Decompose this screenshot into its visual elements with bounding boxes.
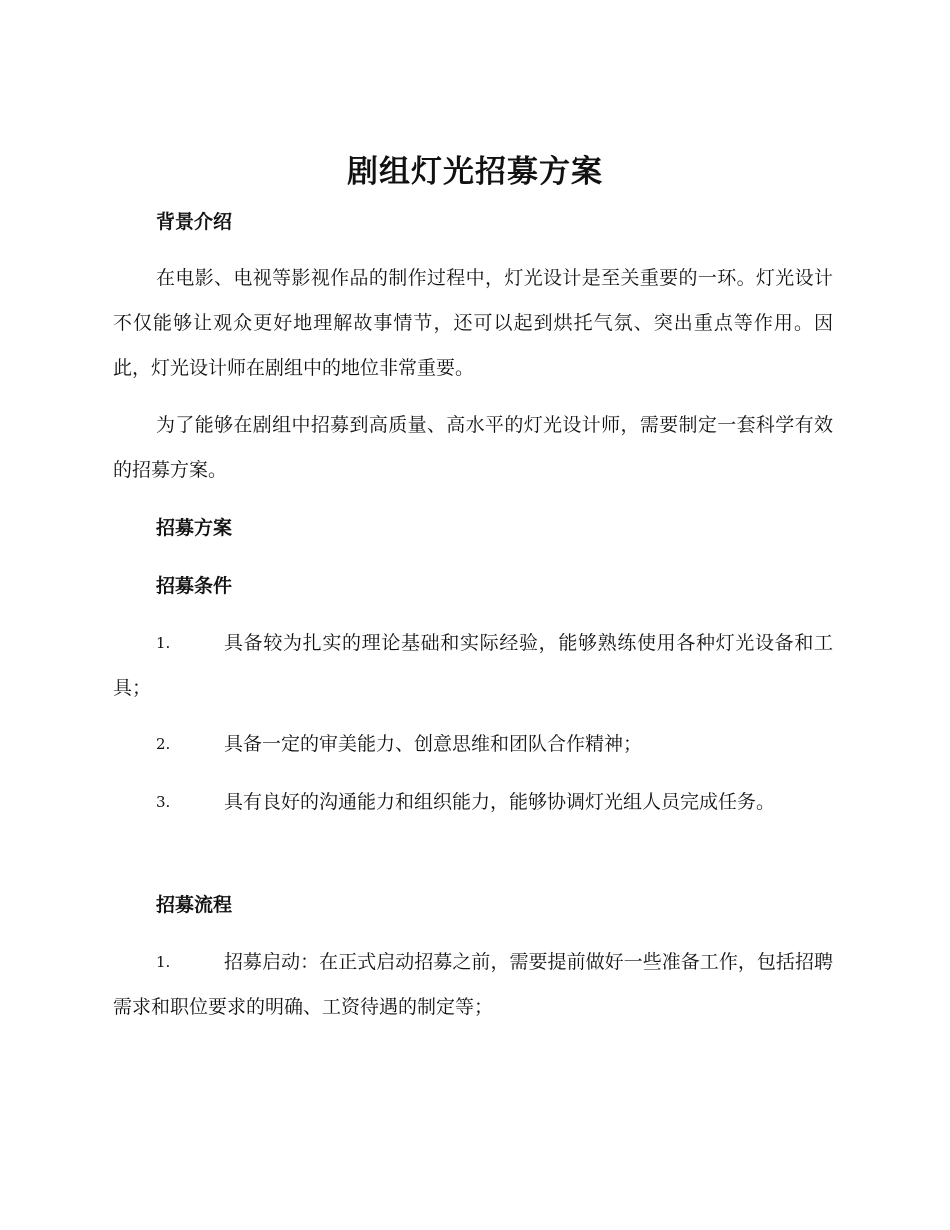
process-list-item [113, 940, 833, 1030]
background-paragraph-1: 在电影、电视等影视作品的制作过程中，灯光设计是至关重要的一环。灯光设计不仅能够让观众更好地理解故事情节，还可以起到烘托气氛、突出重点等作用。因此，灯光设计师在剧组中的地位非常重要。 [113, 267, 833, 379]
list-item-text: 招募启动：在正式启动招募之前，需要提前做好一些准备工作，包括招聘需求和职位要求的明确、工资待遇的制定等； [113, 951, 833, 1018]
list-number: 1. [156, 953, 171, 971]
conditions-list-item [113, 621, 833, 711]
section-heading-process: 招募流程 [156, 894, 233, 916]
list-item-text: 具有良好的沟通能力和组织能力，能够协调灯光组人员完成任务。 [224, 791, 776, 813]
conditions-list-item [113, 722, 833, 767]
background-paragraph-2: 为了能够在剧组中招募到高质量、高水平的灯光设计师，需要制定一套科学有效的招募方案。 [113, 414, 833, 481]
conditions-list-item [113, 780, 833, 825]
list-number: 2. [156, 735, 171, 753]
list-item-text: 具备一定的审美能力、创意思维和团队合作精神； [224, 733, 643, 755]
section-heading-plan: 招募方案 [156, 517, 233, 539]
list-number: 1. [156, 634, 171, 652]
document-title: 剧组灯光招募方案 [347, 154, 603, 190]
list-item-text: 具备较为扎实的理论基础和实际经验，能够熟练使用各种灯光设备和工具； [113, 632, 833, 699]
section-heading-background: 背景介绍 [156, 211, 233, 233]
list-number: 3. [156, 793, 171, 811]
section-heading-conditions: 招募条件 [156, 575, 233, 597]
